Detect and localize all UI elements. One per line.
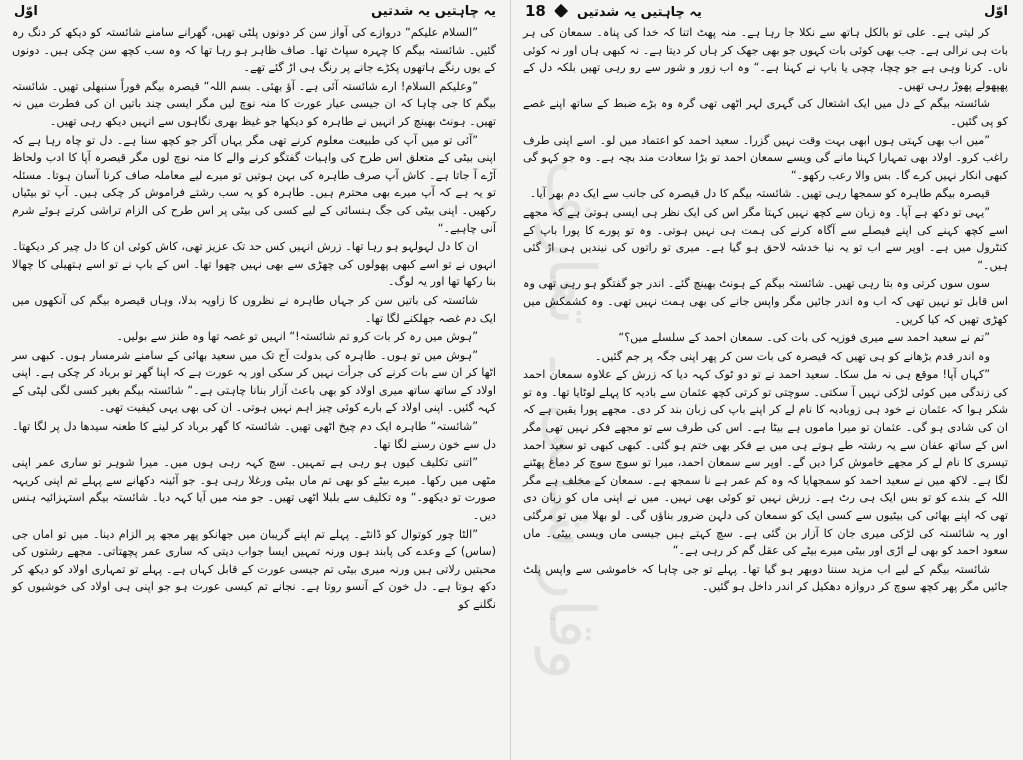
paragraph: شائستہ کی باتیں سن کر جہاں طاہرہ نے نظروں کا زاویہ بدلا، وہاں قیصرہ بیگم کی آنکھوں میں ایک دم غصہ جھلکنے لگا تھا۔	[12, 293, 496, 325]
chapter-label: اوّل	[14, 3, 38, 19]
paragraph: ”اتنی تکلیف کیوں ہو رہی ہے تمہیں۔ سچ کہہ رہی ہوں میں۔ میرا شوہر تو ساری عمر اپنی مٹھی میں رکھا۔ میرے بیٹے کو بھی تم ماں بیٹی ورغلا رہی ہو۔ جو آئینہ دکھانے سے پہلے تم اپنی کریہہ صورت تو دیکھو۔“ وہ تکلیف سے بلبلا اٹھی تھیں۔ جو منہ میں آیا کہہ دیا۔ شائستہ بیگم استہزائیہ ہنس دیں۔	[12, 456, 496, 523]
left-page	[0, 0, 511, 760]
paragraph: کر لیتی ہے۔ علی تو بالکل ہاتھ سے نکلا جا رہا ہے۔ منہ پھٹ اتنا کہ خدا کی پناہ۔ سمعان کی ہر بات ہی نرالی ہے۔ جب بھی کوئی بات کہوں جو بھی جھک کر ہاں کر دیتا ہے۔ نہ کبھی ہاں اور نہ کوئی ناں۔ کرنا وہی ہے جو چچا، چچی یا باپ نے کہنا ہے۔“ وہ اب زور و شور سے رو رہی تھیں بلکہ دل کے پھپھولے پھوڑ رہی تھیں۔	[523, 26, 1008, 92]
left-page-header	[0, 0, 510, 22]
page-number: 18	[525, 2, 546, 20]
paragraph: وہ اندر قدم بڑھانے کو ہی تھیں کہ قیصرہ کی بات سن کر پھر اپنی جگہ پر جم گئیں۔	[595, 349, 990, 363]
right-page-text	[523, 24, 1008, 756]
paragraph: شائستہ بیگم کے لیے اب مزید سننا دوبھر ہو گیا تھا۔ پہلے تو جی چاہا کہ خاموشی سے واپس پلٹ جائیں مگر پھر کچھ سوچ کر دروازہ دھکیل کر اندر داخل ہو گئیں۔	[523, 562, 1008, 594]
paragraph: ”تم نے سعید احمد سے میری فوزیہ کی بات کی۔ سمعان احمد کے سلسلے میں؟“	[618, 331, 990, 345]
heart-icon	[554, 4, 568, 18]
paragraph: ”کہاں آپا! موقع ہی نہ مل سکا۔ سعید احمد نے تو دو ٹوک کہہ دیا کہ زرش کے علاوہ سمعان احمد کی زندگی میں کوئی لڑکی نہیں آ سکتی۔ سوچتی تو کرتی کچھ عثمان سے بادیہ کا پہلے لوٹایا تھا۔ وہ تو شکر ہوا کہ عثمان نے خود ہی زوبادیہ کا نام لے کر اپنے باپ کی زبان بند کر دی۔ مجھے پورا یقین ہے کہ ان کی شادی ہو گی۔ عثمان تو میرا ماموں ہے بیٹا ہے۔ اس کی طرف سے تو مجھے فکر نہیں تھی مگر اس کے ساتھ عفان سے یہ رشتہ طے ہوتے ہی میں بے فکر بھی ختم ہو گئی۔ کبھی کبھی تو سعید احمد تیسری کا نام لے کر مجھے خاموش کرا دیں گے۔ اوپر سے سمعان احمد، میرا تو سوچ سوچ کر دماغ پھٹنے لگا ہے۔ لاکھ میں نے سعید احمد کو سمجھایا کہ وہ کم عمر ہے نا سمجھ ہے۔ سمعان کے مخلف ہے مگر اللہ کے بندے کو تو بس ایک ہی رٹ ہے۔ زرش نہیں تو کوئی بھی نہیں۔ میں نے اپنی ماں کو زبان دی تھی کہ اپنے بھائی کی بیٹیوں سے کسی ایک کو سمعان کی دلہن ضرور بناؤں گی۔ لو بھلا میں تو مرگئی اور یہ شائستہ کی لڑکی میری جان کا آزار بن گئی ہے۔ سچ کہتے ہیں جیسی ماں ویسی بیٹی۔ ماں سعود احمد کو بھی لے اڑی اور بیٹی میرے بیٹے کی عقل گم کر رہی ہے۔“	[523, 368, 1008, 558]
paragraph: ”ہوش میں تو ہوں۔ طاہرہ کی بدولت آج تک میں سعید بھائی کے سامنے شرمسار ہوں۔ کبھی سر اٹھا کر ان سے بات کرنے کی جرأت نہیں کر سکی اور یہ عورت ہے کہ اپنا گھر تو برباد کر چکی ہے۔ اپنی اولاد کے ساتھ ساتھ میری اولاد کو بھی باعث آزار بنانا چاہتی ہے۔“ شائستہ بیگم بغیر کسی لگی لپٹی کے کہہ گئیں۔ اپنی اولاد کے بارے کوئی چیز اہم نہیں ہوتی۔ ان کی بھی یہی کیفیت تھی۔	[12, 348, 496, 415]
paragraph: ”میں اب بھی کہتی ہوں ابھی بہت وقت نہیں گزرا۔ سعید احمد کو اعتماد میں لو۔ اسے اپنی طرف راغب کرو۔ اولاد بھی تمہارا کہنا مانے گی ویسے سمعان احمد تو بڑا سعادت مند بچہ ہے۔ وہ جو کہو گی کبھی انکار نہیں کرے گا۔ بس والا رعب رکھو۔“	[523, 133, 1008, 182]
left-page-text	[12, 24, 496, 756]
right-page-header	[511, 0, 1022, 22]
paragraph: قیصرہ بیگم طاہرہ کو سمجھا رہی تھیں۔ شائستہ بیگم کا دل قیصرہ کی جانب سے ایک دم بھر آیا۔	[529, 187, 990, 201]
header-right-group	[525, 2, 702, 20]
paragraph: ”الٹا چور کوتوال کو ڈانٹے۔ پہلے تم اپنے گریبان میں جھانکو پھر مجھ پر الزام دینا۔ میں تو اماں جی (ساس) کے وعدے کی پابند ہوں ورنہ تمہیں ایسا جواب دیتی کہ ساری عمر پچھتاتی۔ مجھے رشتوں کی محبتیں رلاتی ہیں ورنہ میری بیٹی تم جیسی عورت کے قابل کہاں ہے۔ پہلے تو تمہاری اولاد کو دیکھ کر دکھ ہوتا ہے۔ دل خون کے آنسو روتا ہے۔ نجانے تم کیسی عورت ہو جو اپنی ہی اولاد کی خوشیوں کو نگلنے کو	[12, 527, 496, 611]
right-page	[511, 0, 1022, 760]
paragraph: ”آئی تو میں آپ کی طبیعت معلوم کرنے تھی مگر یہاں آکر جو کچھ سنا ہے۔ دل تو چاہ رہا ہے کہ اپنی بیٹی کے متعلق اس طرح کی واہیات گفتگو کرنے والے کا منہ نوچ لوں مگر قیصرہ آپا کا ادب ولحاظ آڑے آ جاتا ہے۔ کاش آپ صرف طاہرہ کی بہن ہوتیں تو میرے لیے معاملہ صاف کرنا آسان ہوتا۔ مسئلہ تو یہ ہے کہ آپ میرے بھی محترم ہیں۔ طاہرہ کو یہ سب رشتے فراموش کر چکی ہیں۔ آپ تو بیٹیاں رکھیں۔ اپنی بیٹی کی جگ ہنسائی کے لیے کسی کی بیٹی پر اس طرح کی الزام تراشی کرتے ہوئے شرم آنی چاہیے۔“	[12, 133, 496, 235]
paragraph: ”شائستہ“ طاہرہ ایک دم چیخ اٹھی تھیں۔ شائستہ کا گھر برباد کر لینے کا طعنہ سیدھا دل پر لگا تھا۔ دل سے خون رسنے لگا تھا۔	[12, 420, 496, 451]
paragraph: ”یہی تو دکھ ہے آپا۔ وہ زبان سے کچھ نہیں کہتا مگر اس کی ایک نظر ہی ایسی ہوتی ہے کہ مجھے اسے کچھ کہنے کی اپنے فیصلے سے آگاہ کرنے کی ہمت ہی نہیں ہوتی۔ وہ تو پورے کا پورا باپ کے کنٹرول میں ہے۔ اوپر سے اب تو یہ نیا خدشہ لاحق ہو گیا ہے۔ میری تو راتوں کی نیندیں ہی اڑ گئی ہیں۔“	[523, 205, 1008, 272]
paragraph: سوں سوں کرتی وہ بتا رہی تھیں۔ شائستہ بیگم کے ہونٹ بھینچ گئے۔ اندر جو گفتگو ہو رہی تھی وہ اس قابل تو نہیں تھی کہ اب وہ اندر جائیں مگر واپس جانے کی بھی ہمت نہیں تھی۔ وہ کشمکش میں کھڑی تھیں کہ کیا کریں۔	[523, 277, 1008, 326]
paragraph: شائستہ بیگم کے دل میں ایک اشتعال کی گہری لہر اٹھی تھی گرہ وہ بڑے ضبط کے ساتھ اپنے غصے کو پی گئیں۔	[523, 97, 1008, 128]
running-title: یہ چاہتیں یہ شدتیں	[576, 5, 702, 20]
chapter-label: اوّل	[984, 3, 1008, 19]
paragraph: ”ہوش میں رہ کر بات کرو تم شائستہ!“ انہیں تو غصہ تھا وہ طنز سے بولیں۔	[116, 330, 478, 344]
paragraph: ”وعلیکم السلام! ارے شائستہ آئی ہے۔ آؤ بھئی۔ بسم اللہ“ قیصرہ بیگم فوراً سنبھلی تھیں۔ شائستہ بیگم کا جی چاہا کہ ان جیسی عیار عورت کا منہ نوچ لیں مگر ایسی چند باتیں ان کی فطرت میں نہ تھیں۔ ہونٹ بھینچ کر انہیں نے طاہرہ کو دیکھا جو غیظ بھری نگاہوں سے انہیں دیکھ رہی تھیں۔	[12, 79, 496, 128]
running-title: یہ چاہتیں یہ شدتیں	[371, 3, 496, 19]
paragraph: ان کا دل لہولہو ہو رہا تھا۔ زرش انہیں کس حد تک عزیز تھی، کاش کوئی ان کا دل چیر کر دیکھتا۔ انہوں نے تو اسے کبھی پھولوں کی چھڑی سے بھی نہیں چھوا تھا۔ اس کے باپ نے تو اسے ہتھیلی کا چھالا بنا رکھا تھا اور یہ لوگ۔	[12, 240, 496, 289]
paragraph: ”السلام علیکم“ دروازے کی آواز سن کر دونوں پلٹی تھیں، گھرانے سامنے شائستہ کو دیکھ کر دنگ رہ گئیں۔ شائستہ بیگم کا چہرہ سپاٹ تھا۔ صاف ظاہر ہو رہا تھا کہ وہ سب کچھ سن چکی ہیں۔ دونوں کے یوں رنگے ہاتھوں پکڑے جانے پر رنگ ہی اڑ گئے تھے۔	[12, 26, 496, 75]
